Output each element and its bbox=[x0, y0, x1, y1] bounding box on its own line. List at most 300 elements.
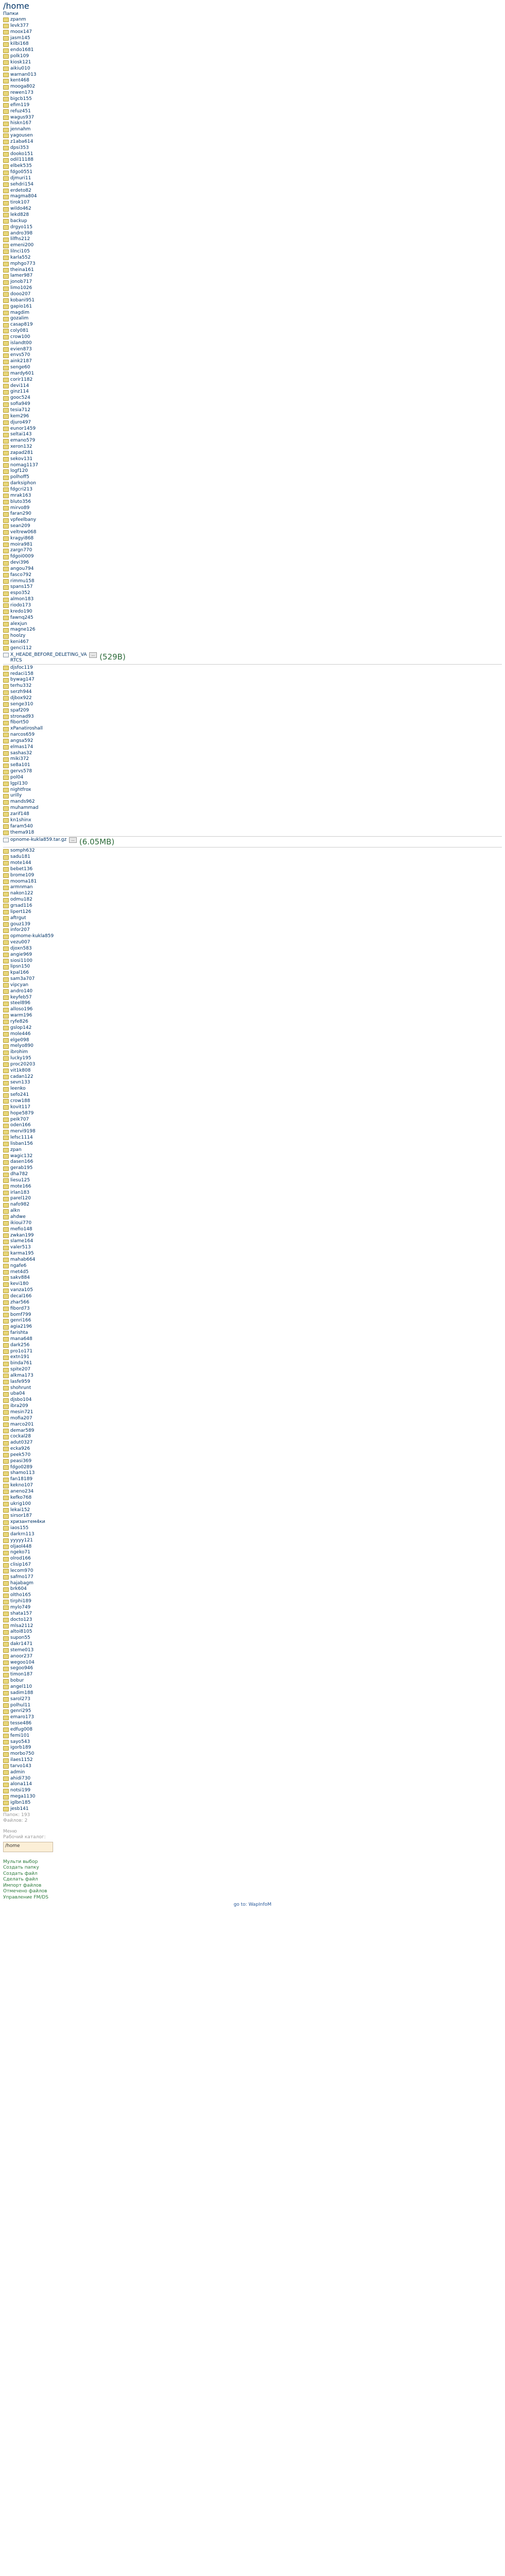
folder-item[interactable] bbox=[3, 267, 502, 274]
item-label[interactable]: warnan013 bbox=[10, 72, 37, 77]
menu-action-link[interactable]: Отмечено файлов bbox=[3, 1889, 47, 1894]
archive-entry[interactable] bbox=[3, 970, 502, 976]
item-label[interactable]: gerab195 bbox=[10, 1165, 33, 1171]
item-label[interactable]: urilly bbox=[10, 793, 22, 799]
archive-entry[interactable] bbox=[3, 1367, 502, 1373]
archive-entry[interactable] bbox=[3, 1690, 502, 1697]
item-label[interactable]: gozalim bbox=[10, 316, 29, 321]
folder-item[interactable] bbox=[3, 615, 502, 621]
folder-item[interactable] bbox=[3, 96, 502, 103]
archive-entry[interactable] bbox=[3, 1678, 502, 1684]
folder-item[interactable] bbox=[3, 444, 502, 450]
archive-entry[interactable] bbox=[3, 1349, 502, 1355]
archive-entry[interactable] bbox=[3, 860, 502, 867]
folder-item[interactable] bbox=[3, 517, 502, 523]
archive-entry[interactable] bbox=[3, 1782, 502, 1788]
working-dir-input[interactable] bbox=[3, 1842, 53, 1852]
folder-item[interactable] bbox=[3, 590, 502, 597]
folder-item[interactable] bbox=[3, 523, 502, 530]
item-label[interactable]: valer513 bbox=[10, 1245, 31, 1250]
item-label[interactable]: jasm145 bbox=[10, 35, 30, 41]
archive-entry[interactable] bbox=[3, 1190, 502, 1196]
item-label[interactable]: odmu182 bbox=[10, 897, 32, 903]
archive-entry[interactable] bbox=[3, 1068, 502, 1074]
archive-entry[interactable] bbox=[3, 1733, 502, 1739]
archive-entry[interactable] bbox=[3, 1397, 502, 1403]
item-label[interactable]: parel120 bbox=[10, 1196, 31, 1201]
item-label[interactable]: steel896 bbox=[10, 1001, 30, 1006]
folder-item[interactable] bbox=[3, 530, 502, 536]
item-label[interactable]: refuz451 bbox=[10, 108, 31, 114]
item-label[interactable]: morbo750 bbox=[10, 1751, 35, 1757]
archive-entry[interactable] bbox=[3, 1776, 502, 1782]
item-label[interactable]: efim119 bbox=[10, 102, 30, 108]
item-label[interactable]: sadu181 bbox=[10, 854, 30, 860]
archive-entry[interactable] bbox=[3, 1043, 502, 1049]
item-label[interactable]: zhar566 bbox=[10, 1299, 29, 1305]
folder-item[interactable] bbox=[3, 420, 502, 426]
item-label[interactable]: angel110 bbox=[10, 1684, 32, 1689]
archive-entry[interactable] bbox=[3, 787, 502, 793]
item-label[interactable]: coly081 bbox=[10, 328, 29, 334]
item-label[interactable]: liesu125 bbox=[10, 1177, 30, 1183]
item-label[interactable]: zpan bbox=[10, 1147, 22, 1153]
folder-item[interactable] bbox=[3, 182, 502, 188]
folder-item[interactable] bbox=[3, 450, 502, 456]
item-label[interactable]: mands962 bbox=[10, 799, 35, 805]
item-label[interactable]: edfug008 bbox=[10, 1726, 33, 1732]
archive-entry[interactable] bbox=[3, 1611, 502, 1617]
folder-item[interactable] bbox=[3, 243, 502, 249]
archive-entry[interactable] bbox=[3, 1592, 502, 1599]
item-label[interactable]: elmas174 bbox=[10, 744, 33, 750]
item-label[interactable]: melyo890 bbox=[10, 1043, 33, 1049]
item-label[interactable]: serzh944 bbox=[10, 689, 32, 695]
item-label[interactable]: peek570 bbox=[10, 1452, 31, 1458]
folder-item[interactable] bbox=[3, 72, 502, 78]
archive-entry[interactable] bbox=[3, 885, 502, 891]
archive-entry[interactable] bbox=[3, 1098, 502, 1105]
folder-item[interactable] bbox=[3, 206, 502, 212]
archive-entry[interactable] bbox=[3, 1513, 502, 1519]
item-label[interactable]: oden166 bbox=[10, 1123, 31, 1128]
item-label[interactable]: mote166 bbox=[10, 1183, 31, 1189]
item-label[interactable]: lgpl130 bbox=[10, 781, 28, 786]
item-label[interactable]: fawnq245 bbox=[10, 615, 33, 620]
item-label[interactable]: agia2196 bbox=[10, 1324, 32, 1330]
folder-item[interactable] bbox=[3, 127, 502, 133]
archive-entry[interactable] bbox=[3, 665, 502, 671]
item-label[interactable]: slame164 bbox=[10, 1239, 33, 1244]
folder-item[interactable] bbox=[3, 249, 502, 255]
archive-entry[interactable] bbox=[3, 732, 502, 738]
archive-entry[interactable] bbox=[3, 1519, 502, 1526]
archive-entry[interactable] bbox=[3, 1354, 502, 1361]
item-label[interactable]: sean209 bbox=[10, 523, 30, 529]
archive-entry[interactable] bbox=[3, 1105, 502, 1111]
item-label[interactable]: casap819 bbox=[10, 322, 33, 328]
archive-entry[interactable] bbox=[3, 1221, 502, 1227]
item-label[interactable]: pro1o171 bbox=[10, 1348, 33, 1354]
item-label[interactable]: fdgo0289 bbox=[10, 1464, 33, 1470]
folder-item[interactable] bbox=[3, 236, 502, 243]
archive-entry[interactable] bbox=[3, 1111, 502, 1117]
item-label[interactable]: olrod166 bbox=[10, 1556, 31, 1562]
item-label[interactable]: wildo462 bbox=[10, 206, 31, 212]
folder-item[interactable] bbox=[3, 328, 502, 334]
item-label[interactable]: genci112 bbox=[10, 645, 32, 651]
folder-item[interactable] bbox=[3, 432, 502, 438]
folder-item[interactable] bbox=[3, 60, 502, 66]
item-label[interactable]: polhul11 bbox=[10, 1702, 31, 1708]
item-label[interactable]: mahab664 bbox=[10, 1257, 36, 1262]
archive-entry[interactable] bbox=[3, 1208, 502, 1214]
folder-item[interactable] bbox=[3, 310, 502, 316]
item-label[interactable]: armnman bbox=[10, 885, 33, 890]
folder-item[interactable] bbox=[3, 408, 502, 414]
item-label[interactable]: almon183 bbox=[10, 597, 34, 602]
item-label[interactable]: zargn770 bbox=[10, 548, 32, 553]
item-label[interactable]: sekov131 bbox=[10, 456, 33, 462]
archive-entry[interactable] bbox=[3, 1635, 502, 1641]
item-label[interactable]: brome109 bbox=[10, 872, 35, 878]
archive-entry[interactable] bbox=[3, 1092, 502, 1098]
archive-entry[interactable] bbox=[3, 946, 502, 952]
archive-entry[interactable] bbox=[3, 738, 502, 744]
item-label[interactable]: pol04 bbox=[10, 774, 24, 780]
item-label[interactable]: kragyi868 bbox=[10, 535, 34, 541]
item-label[interactable]: hiskn167 bbox=[10, 121, 31, 126]
archive-entry[interactable] bbox=[3, 1684, 502, 1690]
item-label[interactable]: elbek535 bbox=[10, 163, 32, 169]
item-label[interactable]: senge60 bbox=[10, 365, 30, 370]
folder-item[interactable] bbox=[3, 84, 502, 90]
archive-entry[interactable] bbox=[3, 1452, 502, 1459]
archive-entry[interactable] bbox=[3, 751, 502, 757]
folder-item[interactable] bbox=[3, 23, 502, 29]
folder-item[interactable] bbox=[3, 36, 502, 42]
item-label[interactable]: theina161 bbox=[10, 267, 34, 273]
item-label[interactable]: peik707 bbox=[10, 1116, 29, 1122]
item-label[interactable]: uba04 bbox=[10, 1391, 25, 1397]
item-label[interactable]: mooga802 bbox=[10, 84, 36, 90]
folder-item[interactable] bbox=[3, 633, 502, 639]
item-label[interactable]: kekno107 bbox=[10, 1483, 33, 1488]
folder-item[interactable] bbox=[3, 463, 502, 469]
archive-entry[interactable] bbox=[3, 873, 502, 879]
item-label[interactable]: mylo749 bbox=[10, 1605, 31, 1610]
archive-entry[interactable] bbox=[3, 677, 502, 683]
item-label[interactable]: polhoff5 bbox=[10, 474, 29, 480]
menu-action-link[interactable]: Мульти выбор bbox=[3, 1859, 38, 1865]
item-label[interactable]: dark256 bbox=[10, 1342, 30, 1348]
item-label[interactable]: sashas32 bbox=[10, 750, 32, 756]
archive-entry[interactable] bbox=[3, 744, 502, 751]
archive-entry[interactable] bbox=[3, 1263, 502, 1269]
folder-item[interactable] bbox=[3, 560, 502, 566]
folder-item[interactable] bbox=[3, 78, 502, 84]
archive-entry[interactable] bbox=[3, 1159, 502, 1165]
item-label[interactable]: seltai143 bbox=[10, 432, 32, 437]
item-label[interactable]: dooko151 bbox=[10, 151, 33, 157]
item-label[interactable]: senge310 bbox=[10, 701, 33, 707]
item-label[interactable]: zapad281 bbox=[10, 450, 33, 455]
item-label[interactable]: envs570 bbox=[10, 352, 30, 358]
item-label[interactable]: vpfeelbany bbox=[10, 517, 37, 523]
archive-entry[interactable] bbox=[3, 1007, 502, 1013]
item-label[interactable]: bluto356 bbox=[10, 499, 31, 504]
archive-entry[interactable] bbox=[3, 1227, 502, 1233]
folder-item[interactable] bbox=[3, 395, 502, 401]
item-label[interactable]: polk109 bbox=[10, 54, 29, 59]
item-label[interactable]: aink2187 bbox=[10, 359, 32, 364]
item-label[interactable]: rewen173 bbox=[10, 90, 33, 96]
archive-entry[interactable] bbox=[3, 1581, 502, 1587]
item-label[interactable]: keni467 bbox=[10, 639, 29, 645]
item-label[interactable]: lekai152 bbox=[10, 1507, 30, 1513]
archive-entry[interactable] bbox=[3, 922, 502, 928]
item-label[interactable]: sakv884 bbox=[10, 1275, 30, 1281]
item-label[interactable]: narcos659 bbox=[10, 732, 35, 738]
archive-entry[interactable] bbox=[3, 1233, 502, 1239]
item-label[interactable]: ryfe826 bbox=[10, 1019, 28, 1024]
footer-link[interactable]: go to: WapInfoM bbox=[233, 1902, 272, 1908]
archive-entry[interactable] bbox=[3, 1800, 502, 1806]
item-label[interactable]: somph632 bbox=[10, 848, 35, 854]
archive-entry[interactable] bbox=[3, 1239, 502, 1245]
archive-entry[interactable] bbox=[3, 1251, 502, 1257]
item-label[interactable]: erdeto82 bbox=[10, 188, 31, 193]
archive-entry[interactable] bbox=[3, 805, 502, 811]
item-label[interactable]: gervs578 bbox=[10, 769, 32, 774]
archive-entry[interactable] bbox=[3, 1074, 502, 1080]
item-label[interactable]: ibra209 bbox=[10, 1403, 28, 1409]
item-label[interactable]: fdgoi0009 bbox=[10, 554, 34, 560]
archive-entry[interactable] bbox=[3, 726, 502, 732]
folder-item[interactable] bbox=[3, 487, 502, 493]
archive-entry[interactable] bbox=[3, 1013, 502, 1019]
folder-item[interactable] bbox=[3, 304, 502, 310]
item-label[interactable]: lipert126 bbox=[10, 909, 31, 914]
item-label[interactable]: odil11188 bbox=[10, 157, 33, 163]
archive-entry[interactable] bbox=[3, 1336, 502, 1343]
archive-entry[interactable] bbox=[3, 867, 502, 873]
archive-entry[interactable] bbox=[3, 1629, 502, 1635]
file-action-button[interactable]: ... bbox=[69, 837, 77, 843]
archive-entry[interactable] bbox=[3, 1165, 502, 1172]
item-label[interactable]: eunor1459 bbox=[10, 426, 36, 431]
archive-entry[interactable] bbox=[3, 927, 502, 934]
menu-action-link[interactable]: Создать папку bbox=[3, 1865, 39, 1871]
archive-entry[interactable] bbox=[3, 1184, 502, 1190]
item-label[interactable]: ilaes1152 bbox=[10, 1757, 33, 1763]
item-label[interactable]: docto123 bbox=[10, 1617, 32, 1622]
folder-item[interactable] bbox=[3, 292, 502, 298]
item-label[interactable]: andro398 bbox=[10, 230, 33, 236]
item-label[interactable]: fasco792 bbox=[10, 572, 32, 578]
item-label[interactable]: opmome-kukla859 bbox=[10, 934, 54, 939]
folder-item[interactable] bbox=[3, 225, 502, 231]
archive-entry[interactable] bbox=[3, 1019, 502, 1025]
archive-entry[interactable] bbox=[3, 1306, 502, 1312]
item-label[interactable]: kpal166 bbox=[10, 970, 29, 976]
archive-entry[interactable] bbox=[3, 1660, 502, 1666]
item-label[interactable]: limo1026 bbox=[10, 285, 32, 291]
item-label[interactable]: yagousen bbox=[10, 133, 33, 139]
archive-entry[interactable] bbox=[3, 1385, 502, 1392]
folder-item[interactable] bbox=[3, 316, 502, 322]
item-label[interactable]: supon55 bbox=[10, 1635, 30, 1641]
archive-entry[interactable] bbox=[3, 1202, 502, 1208]
folder-item[interactable] bbox=[3, 200, 502, 206]
archive-entry[interactable] bbox=[3, 1324, 502, 1330]
archive-entry[interactable] bbox=[3, 1343, 502, 1349]
archive-entry[interactable] bbox=[3, 1446, 502, 1452]
archive-entry[interactable] bbox=[3, 1025, 502, 1031]
item-label[interactable]: veltrew068 bbox=[10, 529, 37, 535]
item-label[interactable]: lekd828 bbox=[10, 212, 29, 217]
archive-entry[interactable] bbox=[3, 1495, 502, 1501]
archive-entry[interactable] bbox=[3, 1391, 502, 1397]
folder-item[interactable] bbox=[3, 365, 502, 371]
archive-entry[interactable] bbox=[3, 1470, 502, 1477]
folder-item[interactable] bbox=[3, 218, 502, 225]
folder-item[interactable] bbox=[3, 352, 502, 359]
item-label[interactable]: vezu007 bbox=[10, 940, 30, 945]
item-label[interactable]: kiosk121 bbox=[10, 59, 31, 65]
archive-entry[interactable] bbox=[3, 1617, 502, 1623]
archive-entry[interactable] bbox=[3, 1147, 502, 1154]
item-label[interactable]: marco201 bbox=[10, 1421, 34, 1427]
item-label[interactable]: rimmu158 bbox=[10, 578, 35, 584]
folder-item[interactable] bbox=[3, 29, 502, 36]
archive-entry[interactable] bbox=[3, 799, 502, 805]
folder-item[interactable] bbox=[3, 170, 502, 176]
archive-entry[interactable] bbox=[3, 1501, 502, 1507]
item-label[interactable]: magma804 bbox=[10, 194, 37, 199]
folder-item[interactable] bbox=[3, 139, 502, 145]
archive-entry[interactable] bbox=[3, 1086, 502, 1092]
item-label[interactable]: timon187 bbox=[10, 1672, 33, 1677]
item-label[interactable]: kem296 bbox=[10, 413, 29, 419]
archive-entry[interactable] bbox=[3, 775, 502, 781]
item-label[interactable]: nafo982 bbox=[10, 1202, 30, 1208]
item-label[interactable]: nomag1137 bbox=[10, 462, 39, 468]
archive-entry[interactable] bbox=[3, 1080, 502, 1086]
file-action-button[interactable]: ... bbox=[89, 652, 97, 658]
item-label[interactable]: mole446 bbox=[10, 1031, 31, 1037]
item-label[interactable]: bomf799 bbox=[10, 1312, 31, 1317]
item-label[interactable]: sofia949 bbox=[10, 401, 30, 407]
item-label[interactable]: mesin721 bbox=[10, 1410, 33, 1415]
archive-entry[interactable] bbox=[3, 1428, 502, 1434]
item-label[interactable]: ngafe6 bbox=[10, 1263, 27, 1268]
archive-entry[interactable] bbox=[3, 1739, 502, 1745]
item-label[interactable]: mardy601 bbox=[10, 370, 35, 376]
archive-entry[interactable] bbox=[3, 1312, 502, 1318]
item-label[interactable]: alkn bbox=[10, 1208, 20, 1214]
archive-entry[interactable] bbox=[3, 903, 502, 909]
archive-entry[interactable] bbox=[3, 1281, 502, 1287]
item-label[interactable]: vipcyan bbox=[10, 982, 29, 988]
archive-entry[interactable] bbox=[3, 1586, 502, 1592]
archive-entry[interactable] bbox=[3, 1770, 502, 1776]
folder-item[interactable] bbox=[3, 279, 502, 285]
item-label[interactable]: wagus937 bbox=[10, 114, 35, 120]
file-name-line2[interactable]: RTCS bbox=[10, 657, 22, 663]
item-label[interactable]: djbox922 bbox=[10, 695, 32, 701]
item-label[interactable]: darksiphon bbox=[10, 481, 36, 486]
item-label[interactable]: muhammad bbox=[10, 805, 39, 811]
archive-entry[interactable] bbox=[3, 1141, 502, 1147]
archive-entry[interactable] bbox=[3, 1672, 502, 1678]
item-label[interactable]: oljaol448 bbox=[10, 1544, 32, 1549]
folder-item[interactable] bbox=[3, 194, 502, 200]
item-label[interactable]: peasi369 bbox=[10, 1458, 32, 1464]
item-label[interactable]: dpsi353 bbox=[10, 145, 29, 150]
folder-item[interactable] bbox=[3, 468, 502, 474]
archive-entry[interactable] bbox=[3, 1123, 502, 1129]
archive-entry[interactable] bbox=[3, 995, 502, 1001]
archive-entry[interactable] bbox=[3, 976, 502, 982]
item-label[interactable]: wegoo104 bbox=[10, 1659, 35, 1665]
archive-entry[interactable] bbox=[3, 958, 502, 964]
item-label[interactable]: tirok107 bbox=[10, 200, 30, 206]
archive-entry[interactable] bbox=[3, 1465, 502, 1471]
item-label[interactable]: mana648 bbox=[10, 1336, 32, 1342]
item-label[interactable]: mooma181 bbox=[10, 878, 37, 884]
archive-entry[interactable] bbox=[3, 1056, 502, 1062]
item-label[interactable]: extn191 bbox=[10, 1354, 30, 1360]
item-label[interactable]: se8a101 bbox=[10, 762, 30, 768]
folder-item[interactable] bbox=[3, 493, 502, 499]
item-label[interactable]: emano579 bbox=[10, 438, 36, 444]
folder-item[interactable] bbox=[3, 474, 502, 481]
archive-entry[interactable] bbox=[3, 1172, 502, 1178]
folder-item[interactable] bbox=[3, 554, 502, 560]
archive-entry[interactable] bbox=[3, 1788, 502, 1794]
item-label[interactable]: yyyyy121 bbox=[10, 1537, 33, 1543]
folder-item[interactable] bbox=[3, 322, 502, 328]
archive-entry[interactable] bbox=[3, 1422, 502, 1428]
archive-entry[interactable] bbox=[3, 1641, 502, 1648]
item-label[interactable]: djsbo104 bbox=[10, 1397, 32, 1403]
item-label[interactable]: jonob717 bbox=[10, 279, 32, 285]
item-label[interactable]: sirsor187 bbox=[10, 1513, 32, 1519]
archive-entry[interactable] bbox=[3, 1532, 502, 1538]
folder-item[interactable] bbox=[3, 438, 502, 444]
item-label[interactable]: xPanatiroshall bbox=[10, 726, 43, 732]
item-label[interactable]: alkma173 bbox=[10, 1372, 33, 1378]
item-label[interactable]: spans157 bbox=[10, 584, 33, 590]
archive-entry[interactable] bbox=[3, 1287, 502, 1294]
item-label[interactable]: fibord73 bbox=[10, 1306, 30, 1311]
item-label[interactable]: faram540 bbox=[10, 823, 33, 829]
folder-item[interactable] bbox=[3, 597, 502, 603]
archive-entry[interactable] bbox=[3, 1507, 502, 1514]
item-label[interactable]: shohrunt bbox=[10, 1385, 31, 1391]
folder-item[interactable] bbox=[3, 188, 502, 194]
item-label[interactable]: drgyo115 bbox=[10, 224, 32, 230]
archive-entry[interactable] bbox=[3, 1751, 502, 1757]
archive-entry[interactable] bbox=[3, 1703, 502, 1709]
item-label[interactable]: kobani951 bbox=[10, 297, 35, 303]
item-label[interactable]: binda761 bbox=[10, 1361, 32, 1366]
item-label[interactable]: jesb141 bbox=[10, 1806, 29, 1811]
archive-entry[interactable] bbox=[3, 854, 502, 860]
item-label[interactable]: nakon122 bbox=[10, 891, 33, 896]
folder-item[interactable] bbox=[3, 103, 502, 109]
